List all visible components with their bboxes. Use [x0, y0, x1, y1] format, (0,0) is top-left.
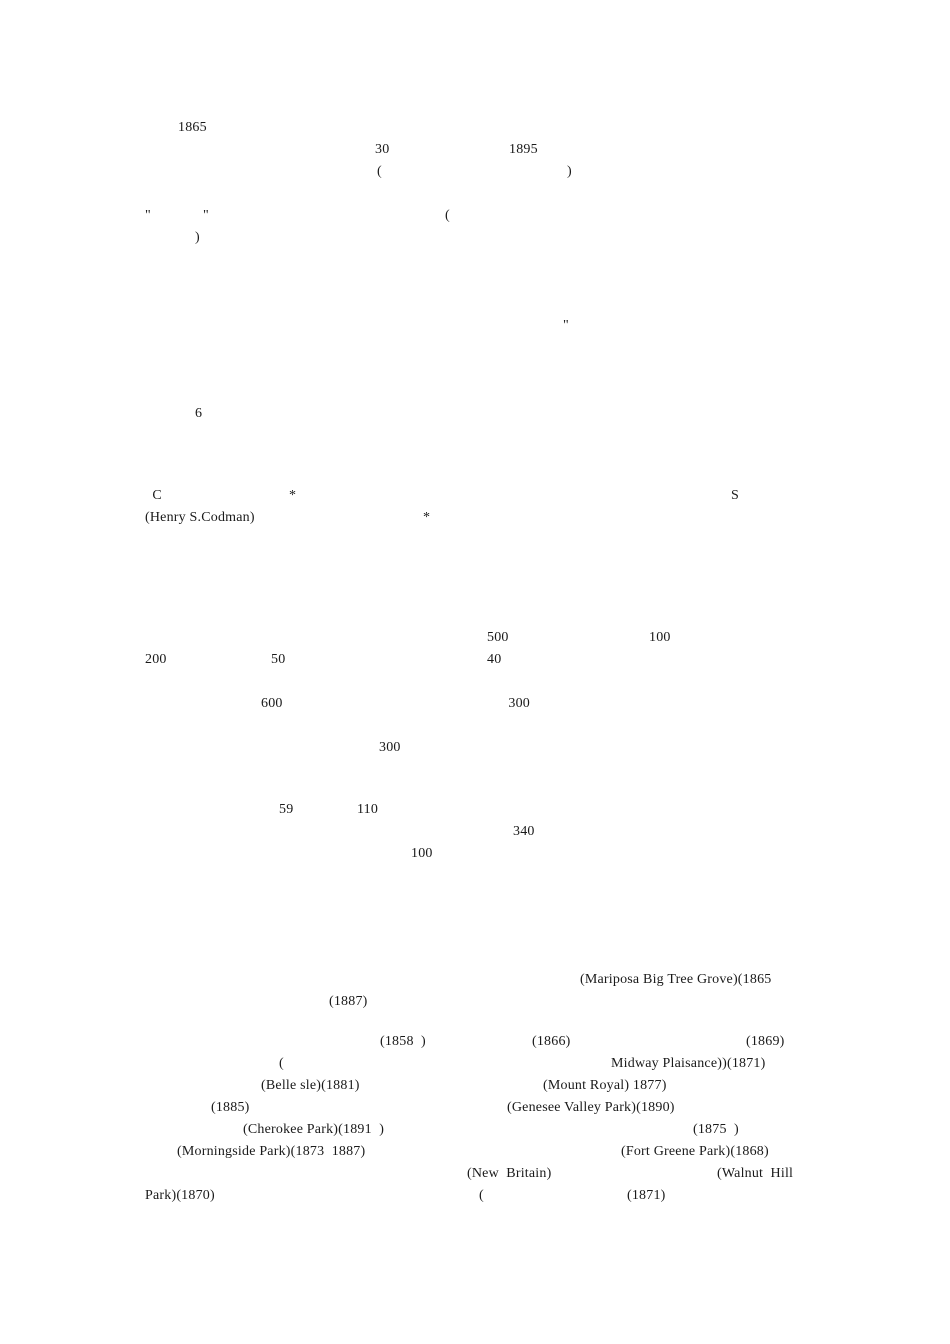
text-run: C — [145, 488, 162, 503]
text-run: (Mount Royal) 1877) — [543, 1078, 667, 1093]
text-run: (Mariposa Big Tree Grove)(1865 — [580, 972, 772, 987]
text-run: " — [563, 318, 569, 333]
text-run: (Walnut Hill — [717, 1166, 794, 1181]
text-line — [145, 509, 431, 617]
text-run: (1866) — [532, 1034, 571, 1049]
text-run: (Morningside Park)(1873 1887) — [177, 1144, 366, 1159]
text-run: * — [289, 488, 297, 503]
text-run: 300 — [379, 740, 408, 755]
text-run: 59 — [279, 802, 301, 817]
text-run: ( — [377, 164, 390, 179]
text-run: 6 — [195, 406, 203, 421]
text-line — [145, 1187, 666, 1295]
text-run: ( — [479, 1188, 484, 1203]
text-run — [145, 1099, 152, 1117]
text-line — [145, 889, 160, 997]
text-run: (Fort Greene Park)(1868) — [621, 1144, 769, 1159]
text-run: 110 — [357, 802, 386, 817]
text-run: (1869) — [746, 1034, 785, 1049]
text-run: " — [145, 208, 159, 223]
text-run: ( — [279, 1056, 284, 1071]
text-run: 300 — [501, 696, 530, 711]
text-run — [145, 1143, 152, 1161]
text-run: ( — [445, 208, 450, 223]
text-run: 500 — [487, 630, 509, 645]
text-run: 30 — [375, 142, 397, 157]
text-run: (1885) — [211, 1100, 250, 1115]
text-line — [178, 119, 215, 227]
text-run: 50 — [271, 652, 286, 667]
text-run — [145, 405, 152, 423]
text-run: (Cherokee Park)(1891 ) — [243, 1122, 385, 1137]
text-run: (1858 ) — [380, 1034, 426, 1049]
text-run: 100 — [649, 630, 671, 645]
text-run: * — [423, 510, 431, 525]
text-run: (1887) — [329, 994, 368, 1009]
text-run: Midway Plaisance))(1871) — [611, 1056, 766, 1071]
text-run: 100 — [411, 846, 433, 861]
text-run: ) — [567, 164, 572, 179]
text-run: (New Britain) — [467, 1166, 552, 1181]
text-run: (1871) — [627, 1188, 666, 1203]
text-run — [145, 229, 152, 247]
text-run — [145, 251, 152, 269]
text-run: (1875 ) — [693, 1122, 739, 1137]
text-run: 40 — [487, 652, 502, 667]
text-run: (Belle sle)(1881) — [261, 1078, 360, 1093]
text-run: 600 — [261, 696, 283, 711]
text-run: Park)(1870) — [145, 1188, 215, 1203]
text-run: 1895 — [509, 142, 546, 157]
text-run: 340 — [513, 824, 535, 839]
text-run: " — [203, 208, 217, 223]
text-run: S — [731, 488, 739, 503]
text-run: 1865 — [178, 120, 215, 135]
text-run: (Henry S.Codman) — [145, 510, 255, 525]
text-run — [243, 867, 250, 885]
text-run: (Genesee Valley Park)(1890) — [507, 1100, 675, 1115]
text-run: 200 — [145, 652, 167, 667]
text-run: ) — [195, 230, 200, 245]
